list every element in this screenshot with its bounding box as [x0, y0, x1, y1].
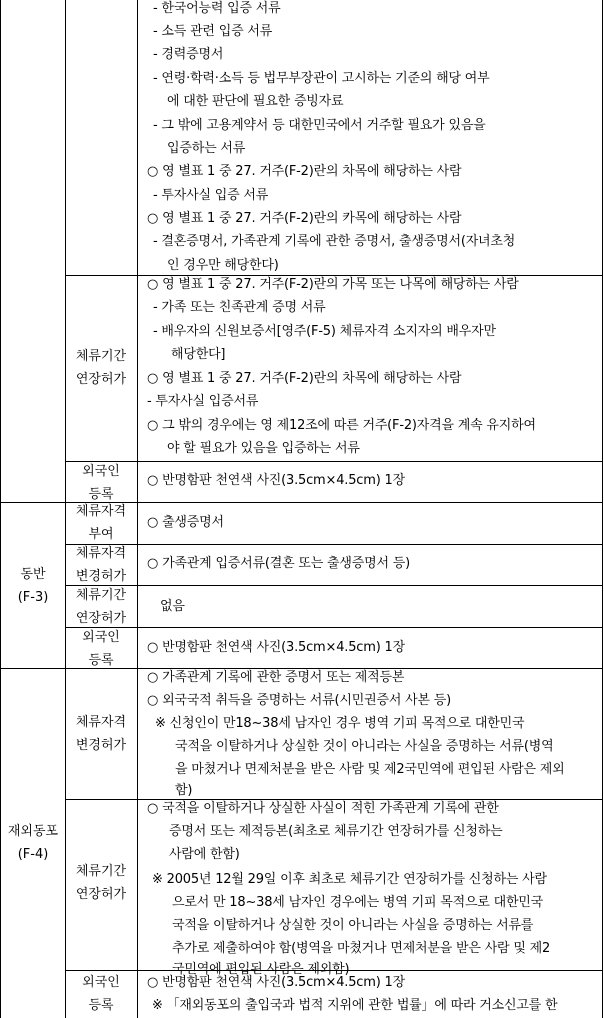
requirement-line: - 경력증명서 [153, 47, 224, 62]
row-label-extension: 체류기간 연장허가 [75, 864, 127, 902]
requirement-line: 입증하는 서류 [167, 141, 246, 156]
requirement-line: - 결혼증명서, 가족관계 기록에 관한 증명서, 출생증명서(자녀초청 [153, 234, 516, 249]
category-f4: 재외동포 (F-4) [7, 824, 59, 862]
requirement-line: ○ 그 밖의 경우에는 영 제12조에 따른 거주(F-2)자격을 계속 유지하여 [147, 418, 536, 433]
category-f3: 동반 (F-3) [17, 567, 49, 605]
requirement-line: - 한국어능력 입증 서류 [153, 1, 281, 16]
row-divider [65, 544, 603, 545]
requirement-line: - 투자사실 입증 서류 [153, 188, 269, 203]
requirement-line: - 소득 관련 입증 서류 [153, 24, 273, 39]
requirement-line: ※ 「재외동포의 출입국과 법적 지위에 관한 법률」에 따라 거소신고를 한 [152, 998, 558, 1013]
requirement-line: ○ 반명함판 천연색 사진(3.5cm×4.5cm) 1장 [147, 640, 405, 655]
requirement-line: ○ 영 별표 1 중 27. 거주(F-2)란의 카목에 해당하는 사람 [147, 211, 462, 226]
requirement-line: ○ 가족관계 입증서류(결혼 또는 출생증명서 등) [147, 556, 410, 571]
row-divider [65, 799, 603, 800]
requirement-line: 추가로 제출하여야 함(병역을 마쳤거나 면제처분을 받은 사람 및 제2 [172, 941, 551, 956]
row-label-change: 체류자격 변경허가 [75, 715, 127, 753]
requirement-line: ○ 반명함판 천연색 사진(3.5cm×4.5cm) 1장 [147, 473, 405, 488]
requirement-line: 함) [175, 783, 193, 798]
requirement-line: 국적을 이탈하거나 상실한 것이 아니라는 사실을 증명하는 서류(병역 [175, 739, 554, 754]
row-divider [65, 585, 603, 586]
row-label-extension: 체류기간 연장허가 [75, 588, 127, 626]
row-label-registration: 외국인 등록 [82, 975, 120, 1013]
requirement-line: 없음 [160, 599, 185, 614]
row-label-registration: 외국인 등록 [82, 464, 120, 502]
requirement-line: - 그 밖에 고용계약서 등 대한민국에서 거주할 필요가 있음을 [153, 118, 486, 133]
requirement-line: 을 마쳤거나 면제처분을 받은 사람 및 제2국민역에 편입된 사람은 제외 [175, 762, 565, 777]
requirement-line: 사람에 한함) [169, 847, 240, 862]
row-divider [65, 627, 603, 628]
row-label-extension: 체류기간 연장허가 [75, 349, 127, 387]
requirement-line: ※ 2005년 12월 29일 이후 최초로 체류기간 연장허가를 신청하는 사람 [152, 872, 547, 887]
row-label-change: 체류자격 변경허가 [75, 546, 127, 584]
requirement-line: ○ 국적을 이탈하거나 상실한 사실이 적힌 가족관계 기록에 관한 [147, 801, 499, 816]
row-divider [65, 275, 603, 276]
requirement-line: ○ 외국국적 취득을 증명하는 서류(시민권증서 사본 등) [147, 693, 451, 708]
requirement-line: 야 할 필요가 있음을 입증하는 서류 [167, 441, 360, 456]
requirement-line: - 가족 또는 친족관계 증명 서류 [153, 300, 326, 315]
requirement-line: 국적을 이탈하거나 상실한 것이 아니라는 사실을 증명하는 서류를 [172, 918, 534, 933]
requirement-line: ○ 가족관계 기록에 관한 증명서 또는 제적등본 [147, 670, 405, 685]
requirement-line: 증명서 또는 제적등본(최초로 체류기간 연장허가를 신청하는 [169, 824, 503, 839]
requirement-line: ※ 신청인이 만18~38세 남자인 경우 병역 기피 목적으로 대한민국 [155, 716, 525, 731]
column-divider-label [137, 0, 138, 1018]
requirement-line: - 연령·학력·소득 등 법무부장관이 고시하는 기준의 해당 여부 [153, 71, 490, 86]
requirement-line: 인 경우만 해당한다) [167, 258, 279, 273]
requirement-line: ○ 반명함판 천연색 사진(3.5cm×4.5cm) 1장 [147, 975, 405, 990]
requirement-line: 에 대한 판단에 필요한 증빙자료 [167, 94, 344, 109]
row-divider [65, 461, 603, 462]
requirement-line: 국민역에 편입된 사람은 제외함) [172, 962, 350, 977]
requirement-line: ○ 영 별표 1 중 27. 거주(F-2)란의 가목 또는 나목에 해당하는 사람 [147, 277, 519, 292]
row-label-registration: 외국인 등록 [82, 630, 120, 668]
requirement-line: ○ 영 별표 1 중 27. 거주(F-2)란의 차목에 해당하는 사람 [147, 371, 462, 386]
requirement-line: ○ 출생증명서 [147, 515, 224, 530]
requirement-line: 해당한다] [171, 347, 226, 362]
requirement-line: ○ 영 별표 1 중 27. 거주(F-2)란의 차목에 해당하는 사람 [147, 164, 462, 179]
table-border-right [602, 0, 603, 1018]
requirement-line: - 배우자의 신원보증서[영주(F-5) 체류자격 소지자의 배우자만 [153, 324, 496, 339]
requirement-line: 으로서 만 18~38세 남자인 경우에는 병역 기피 목적으로 대한민국 [172, 895, 544, 910]
row-label-grant: 체류자격 부여 [75, 504, 127, 542]
requirement-line: - 투자사실 입증서류 [147, 394, 259, 409]
